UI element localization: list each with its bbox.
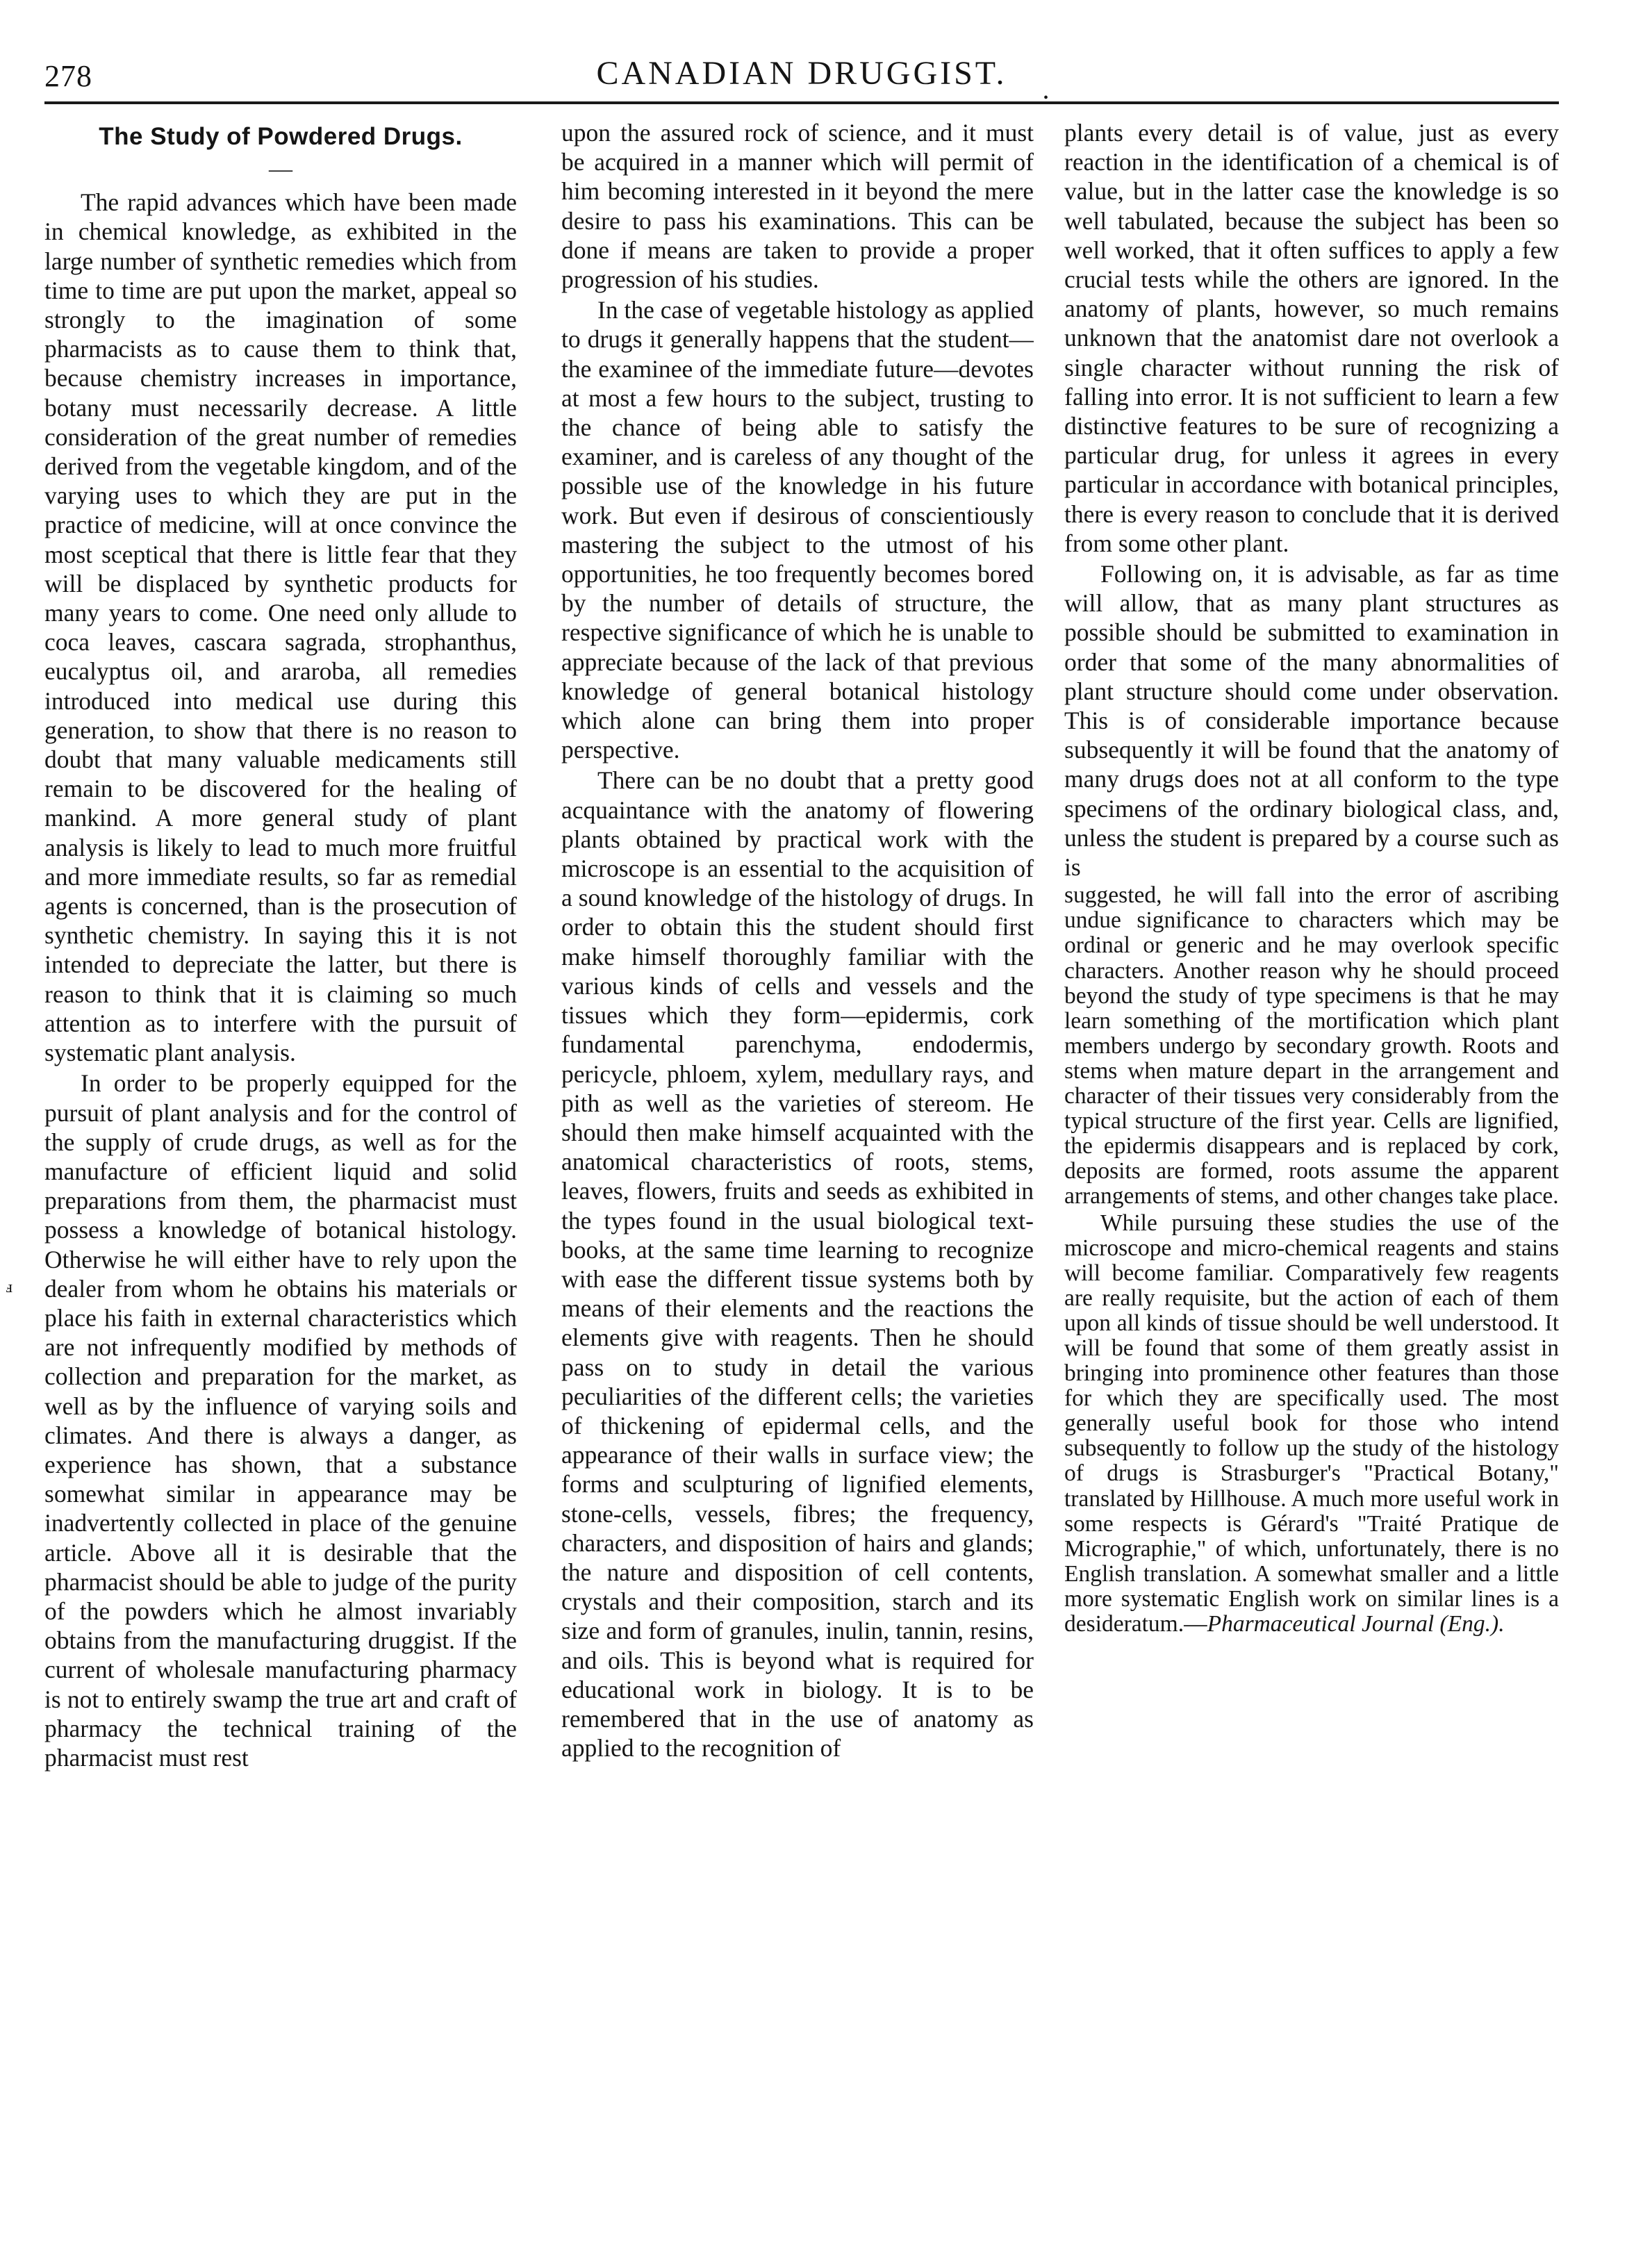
running-title: CANADIAN DRUGGIST. <box>596 55 1007 92</box>
paragraph: The rapid advances which have been made in chemical knowledge, as exhibited in the large number of synthetic remedies which from time to time are put upon the market, appeal so strongly to the imagination of some pharmacists as to cause them to think that, because chemistry increases in importance, botany must necessarily decrease. A little consideration of the great number of remedies derived from the vegetable kingdom, and of the varying uses to which they are put in the practice of medicine, will at once convince the most sceptical that there is little fear that they will be displaced by synthetic products for many years to come. One need only allude to coca leaves, cascara sagrada, strophanthus, eucalyptus oil, and araroba, all remedies introduced into medical use during this generation, to show that there is no reason to doubt that many valuable medicaments still remain to be discovered for the healing of mankind. A more general study of plant analysis is likely to lead to much more fruitful and more immediate results, so far as remedial agents is concerned, than is the prosecution of synthetic chemistry. In saying this it is not intended to depreciate the latter, but there is reason to think that it is claiming so much attention as to interfere with the pursuit of systematic plant analysis. <box>44 188 517 1067</box>
compressed-text-block <box>1064 883 1559 1637</box>
column-1 <box>44 118 517 2188</box>
paragraph: Following on, it is advisable, as far as time will allow, that as many plant structures as possible should be submitted to examination in order that some of the many abnormalities of plant structure should come under observation. This is of considerable importance because subsequently it will be found that the anatomy of many drugs does not at all conform to the type specimens of the ordinary biological class, and, unless the student is prepared by a course such as is <box>1064 560 1559 882</box>
paragraph: There can be no doubt that a pretty good acquaintance with the anatomy of flowering plants obtained by practical work with the microscope is an essential to the acquisition of a sound knowledge of the histology of drugs. In order to obtain this the student should first make himself thoroughly familiar with the various kinds of cells and vessels and the tissues which they form—epidermis, cork fundamental parenchyma, endodermis, pericycle, phloem, xylem, medullary rays, and pith as well as the varieties of stereom. He should then make himself acquainted with the anatomical characteristics of roots, stems, leaves, flowers, fruits and seeds as exhibited in the types found in the usual biological text-books, at the same time learning to recognize with ease the different tissue systems both by means of their elements and the reactions the elements give with reagents. Then he should pass on to study in detail the various peculiarities of the different cells; the varieties of thickening of epidermal cells, and the appearance of their walls in surface view; the forms and sculpturing of lignified elements, stone-cells, vessels, fibres; the frequency, characters, and disposition of hairs and glands; the nature and disposition of cell contents, crystals and their composition, starch and its size and form of granules, inulin, tannin, resins, and oils. This is beyond what is required for educational work in biology. It is to be remembered that in the use of anatomy as applied to the recognition of <box>561 766 1034 1763</box>
margin-mark: ⅎ <box>6 1278 13 1296</box>
paragraph: upon the assured rock of science, and it must be acquired in a manner which will permit of him becoming interested in it beyond the mere desire to pass his examinations. This can be done if means are taken to provide a proper progression of his studies. <box>561 119 1034 294</box>
paragraph: suggested, he will fall into the error of ascribing undue significance to characters which may be ordinal or generic and he may overlook specific characters. Another reason why he should proceed beyond the study of type specimens is that he may learn something of the mortification which plant members undergo by secondary growth. Roots and stems when mature depart in the arrangement and character of their tissues very considerably from the typical structure of the first year. Cells are lignified, the epidermis disappears and is replaced by cork, deposits are formed, roots assume the apparent arrangements of stems, and other changes take place. <box>1064 882 1559 1210</box>
article-title: The Study of Powdered Drugs. <box>99 123 463 150</box>
paragraph: In the case of vegetable histology as applied to drugs it generally happens that the student—the examinee of the immediate future—devotes at most a few hours to the subject, trusting to the chance of being able to satisfy the examiner, and is careless of any thought of the possible use of the knowledge in his future work. But even if desirous of conscientiously mastering the subject to the utmost of his opportunities, he too frequently becomes bored by the number of details of structure, the respective significance of which he is unable to appreciate because of the lack of that previous knowledge of general botanical histology which alone can bring them into proper perspective. <box>561 296 1034 764</box>
source-citation: Pharmaceutical Journal (Eng.). <box>1207 1611 1505 1637</box>
column-2 <box>561 118 1034 2188</box>
print-speck: • <box>1043 90 1049 106</box>
paragraph-text: While pursuing these studies the use of the microscope and micro-chemical reagents and stains will become familiar. Comparatively few reagents are really requisite, but the action of each of them upon all kinds of tissue should be well understood. It will be found that some of them greatly assist in bringing into prominence other features than those for which they are specifically used. The most generally useful book for those who intend subsequently to follow up the study of the histology of drugs is Strasburger's "Practical Botany," translated by Hillhouse. A much more useful work in some respects is Gérard's "Traité Pratique de Micrographie," of which, unfortunately, there is no English translation. A somewhat smaller and a little more systematic English work on similar lines is a desideratum.— <box>1064 1210 1559 1637</box>
title-separator: — <box>269 156 292 183</box>
page-number: 278 <box>44 59 92 93</box>
header-rule <box>44 101 1559 104</box>
column-3 <box>1064 118 1559 2188</box>
paragraph <box>1064 1211 1559 1637</box>
page-header <box>44 54 1559 99</box>
paragraph: plants every detail is of value, just as every reaction in the identification of a chemical is of value, but in the latter case the knowledge is so well tabulated, because the subject has been so well worked, that it often suffices to apply a few crucial tests while the others are ignored. In the anatomy of plants, however, so much remains unknown that the anatomist dare not overlook a single character without running the risk of falling into error. It is not sufficient to learn a few distinctive features to be sure of recognizing a particular drug, for unless it agrees in every particular in accordance with botanical principles, there is every reason to conclude that it is derived from some other plant. <box>1064 119 1559 557</box>
paragraph: In order to be properly equipped for the pursuit of plant analysis and for the control of the supply of crude drugs, as well as for the manufacture of efficient liquid and solid preparations from them, the pharmacist must possess a knowledge of botanical histology. Otherwise he will either have to rely upon the dealer from whom he obtains his materials or place his faith in external characteristics which are not infrequently modified by methods of collection and preparation for the market, as well as by the influence of varying soils and climates. And there is always a danger, as experience has shown, that a substance somewhat similar in appearance may be inadvertently collected in place of the genuine article. Above all it is desirable that the pharmacist should be able to judge of the purity of the powders which he almost invariably obtains from the manufacturing druggist. If the current of wholesale manufacturing pharmacy is not to entirely swamp the true art and craft of pharmacy the technical training of the pharmacist must rest <box>44 1069 517 1772</box>
